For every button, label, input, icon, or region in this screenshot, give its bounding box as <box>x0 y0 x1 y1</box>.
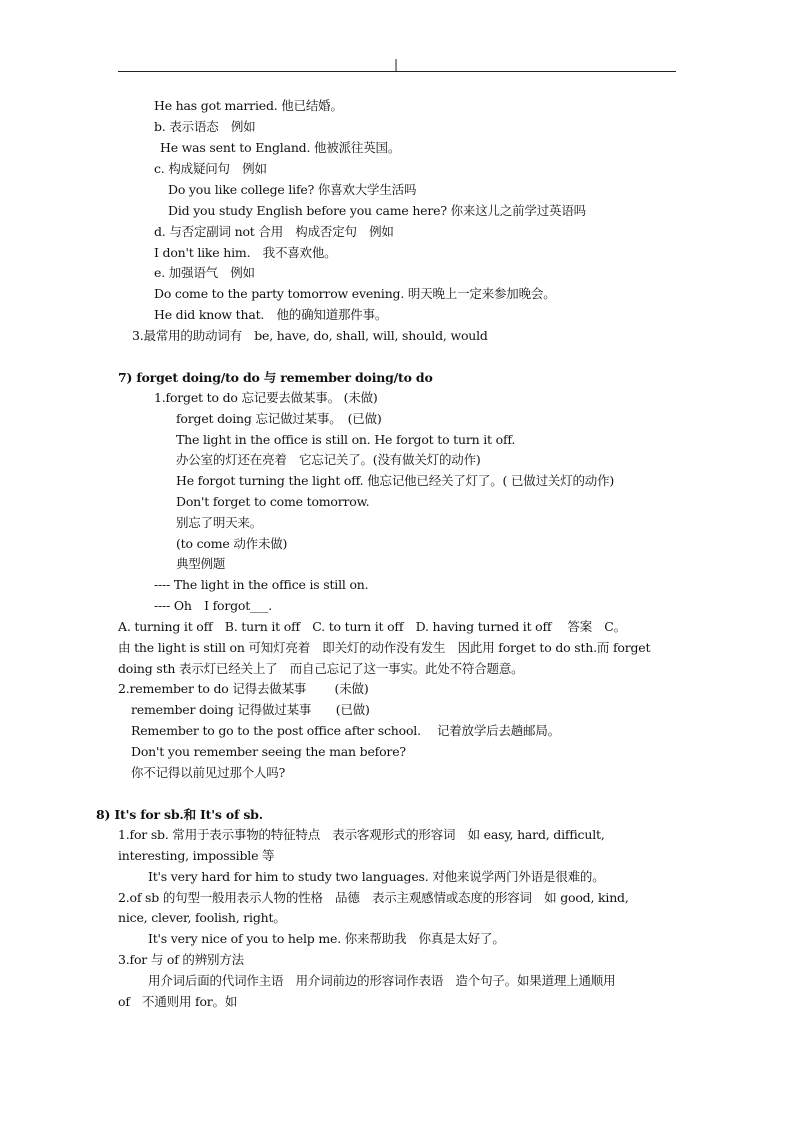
example-line: 你不记得以前见过那个人吗? <box>131 765 286 780</box>
example-line: It's very hard for him to study two languages. 对他来说学两门外语是很难的。 <box>148 869 605 884</box>
paragraph: remember doing 记得做过某事 (已做) <box>131 702 370 717</box>
question-line: ---- The light in the office is still on. <box>154 577 369 592</box>
example-line: I don't like him. 我不喜欢他。 <box>154 245 337 260</box>
paragraph: 3.最常用的助动词有 be, have, do, shall, will, should, would <box>132 328 488 343</box>
paragraph: 2.of sb 的句型一般用表示人物的性格 品德 表示主观感情或态度的形容词 如 good, kind, <box>118 890 629 905</box>
section-heading: 7) forget doing/to do 与 remember doing/to do <box>118 370 433 385</box>
example-line: He did know that. 他的确知道那件事。 <box>154 307 388 322</box>
page-mark: | <box>394 57 399 71</box>
paragraph: 2.remember to do 记得去做某事 (未做) <box>118 681 369 696</box>
paragraph: 用介词后面的代词作主语 用介词前边的形容词作表语 造个句子。如果道理上通顺用 <box>148 973 616 988</box>
header-rule <box>118 71 676 72</box>
list-item-d: d. 与否定副词 not 合用 构成否定句 例如 <box>154 224 394 239</box>
answer-options: A. turning it off B. turn it off C. to turn it off D. having turned it off 答案 C。 <box>118 619 626 634</box>
example-line: The light in the office is still on. He forgot to turn it off. <box>176 432 516 447</box>
list-item-c: c. 构成疑问句 例如 <box>154 161 267 176</box>
example-line: Do come to the party tomorrow evening. 明天晚上一定来参加晚会。 <box>154 286 556 301</box>
example-line: Don't forget to come tomorrow. <box>176 494 370 509</box>
paragraph: nice, clever, foolish, right。 <box>118 910 286 925</box>
example-line: He was sent to England. 他被派往英国。 <box>160 140 401 155</box>
example-line: Don't you remember seeing the man before? <box>131 744 406 759</box>
section-heading: 8) It's for sb.和 It's of sb. <box>96 807 263 822</box>
example-line: It's very nice of you to help me. 你来帮助我 你真是太好了。 <box>148 931 505 946</box>
example-line: He forgot turning the light off. 他忘记他已经关了灯了。( 已做过关灯的动作) <box>176 473 615 488</box>
explanation: 由 the light is still on 可知灯亮着 即关灯的动作没有发生 因此用 forget to do sth.而 forget <box>118 640 651 655</box>
question-line: ---- Oh I forgot___. <box>154 598 272 613</box>
list-item-e: e. 加强语气 例如 <box>154 265 255 280</box>
paragraph: forget doing 忘记做过某事。 (已做) <box>176 411 382 426</box>
paragraph: of 不通则用 for。如 <box>118 994 238 1009</box>
example-line: 别忘了明天来。 <box>176 515 263 530</box>
paragraph: 3.for 与 of 的辨别方法 <box>118 952 244 967</box>
subheading: 典型例题 <box>176 556 226 571</box>
example-line: Did you study English before you came here? 你来这儿之前学过英语吗 <box>168 203 586 218</box>
explanation: doing sth 表示灯已经关上了 而自己忘记了这一事实。此处不符合题意。 <box>118 661 524 676</box>
example-note: (to come 动作未做) <box>176 536 288 551</box>
paragraph: interesting, impossible 等 <box>118 848 275 863</box>
text-line: He has got married. 他已结婚。 <box>154 98 343 113</box>
paragraph: 1.forget to do 忘记要去做某事。 (未做) <box>154 390 378 405</box>
example-line: Do you like college life? 你喜欢大学生活吗 <box>168 182 417 197</box>
example-line: Remember to go to the post office after school. 记着放学后去趟邮局。 <box>131 723 560 738</box>
example-line: 办公室的灯还在亮着 它忘记关了。(没有做关灯的动作) <box>176 452 481 467</box>
list-item-b: b. 表示语态 例如 <box>154 119 256 134</box>
paragraph: 1.for sb. 常用于表示事物的特征特点 表示客观形式的形容词 如 easy, hard, difficult, <box>118 827 605 842</box>
